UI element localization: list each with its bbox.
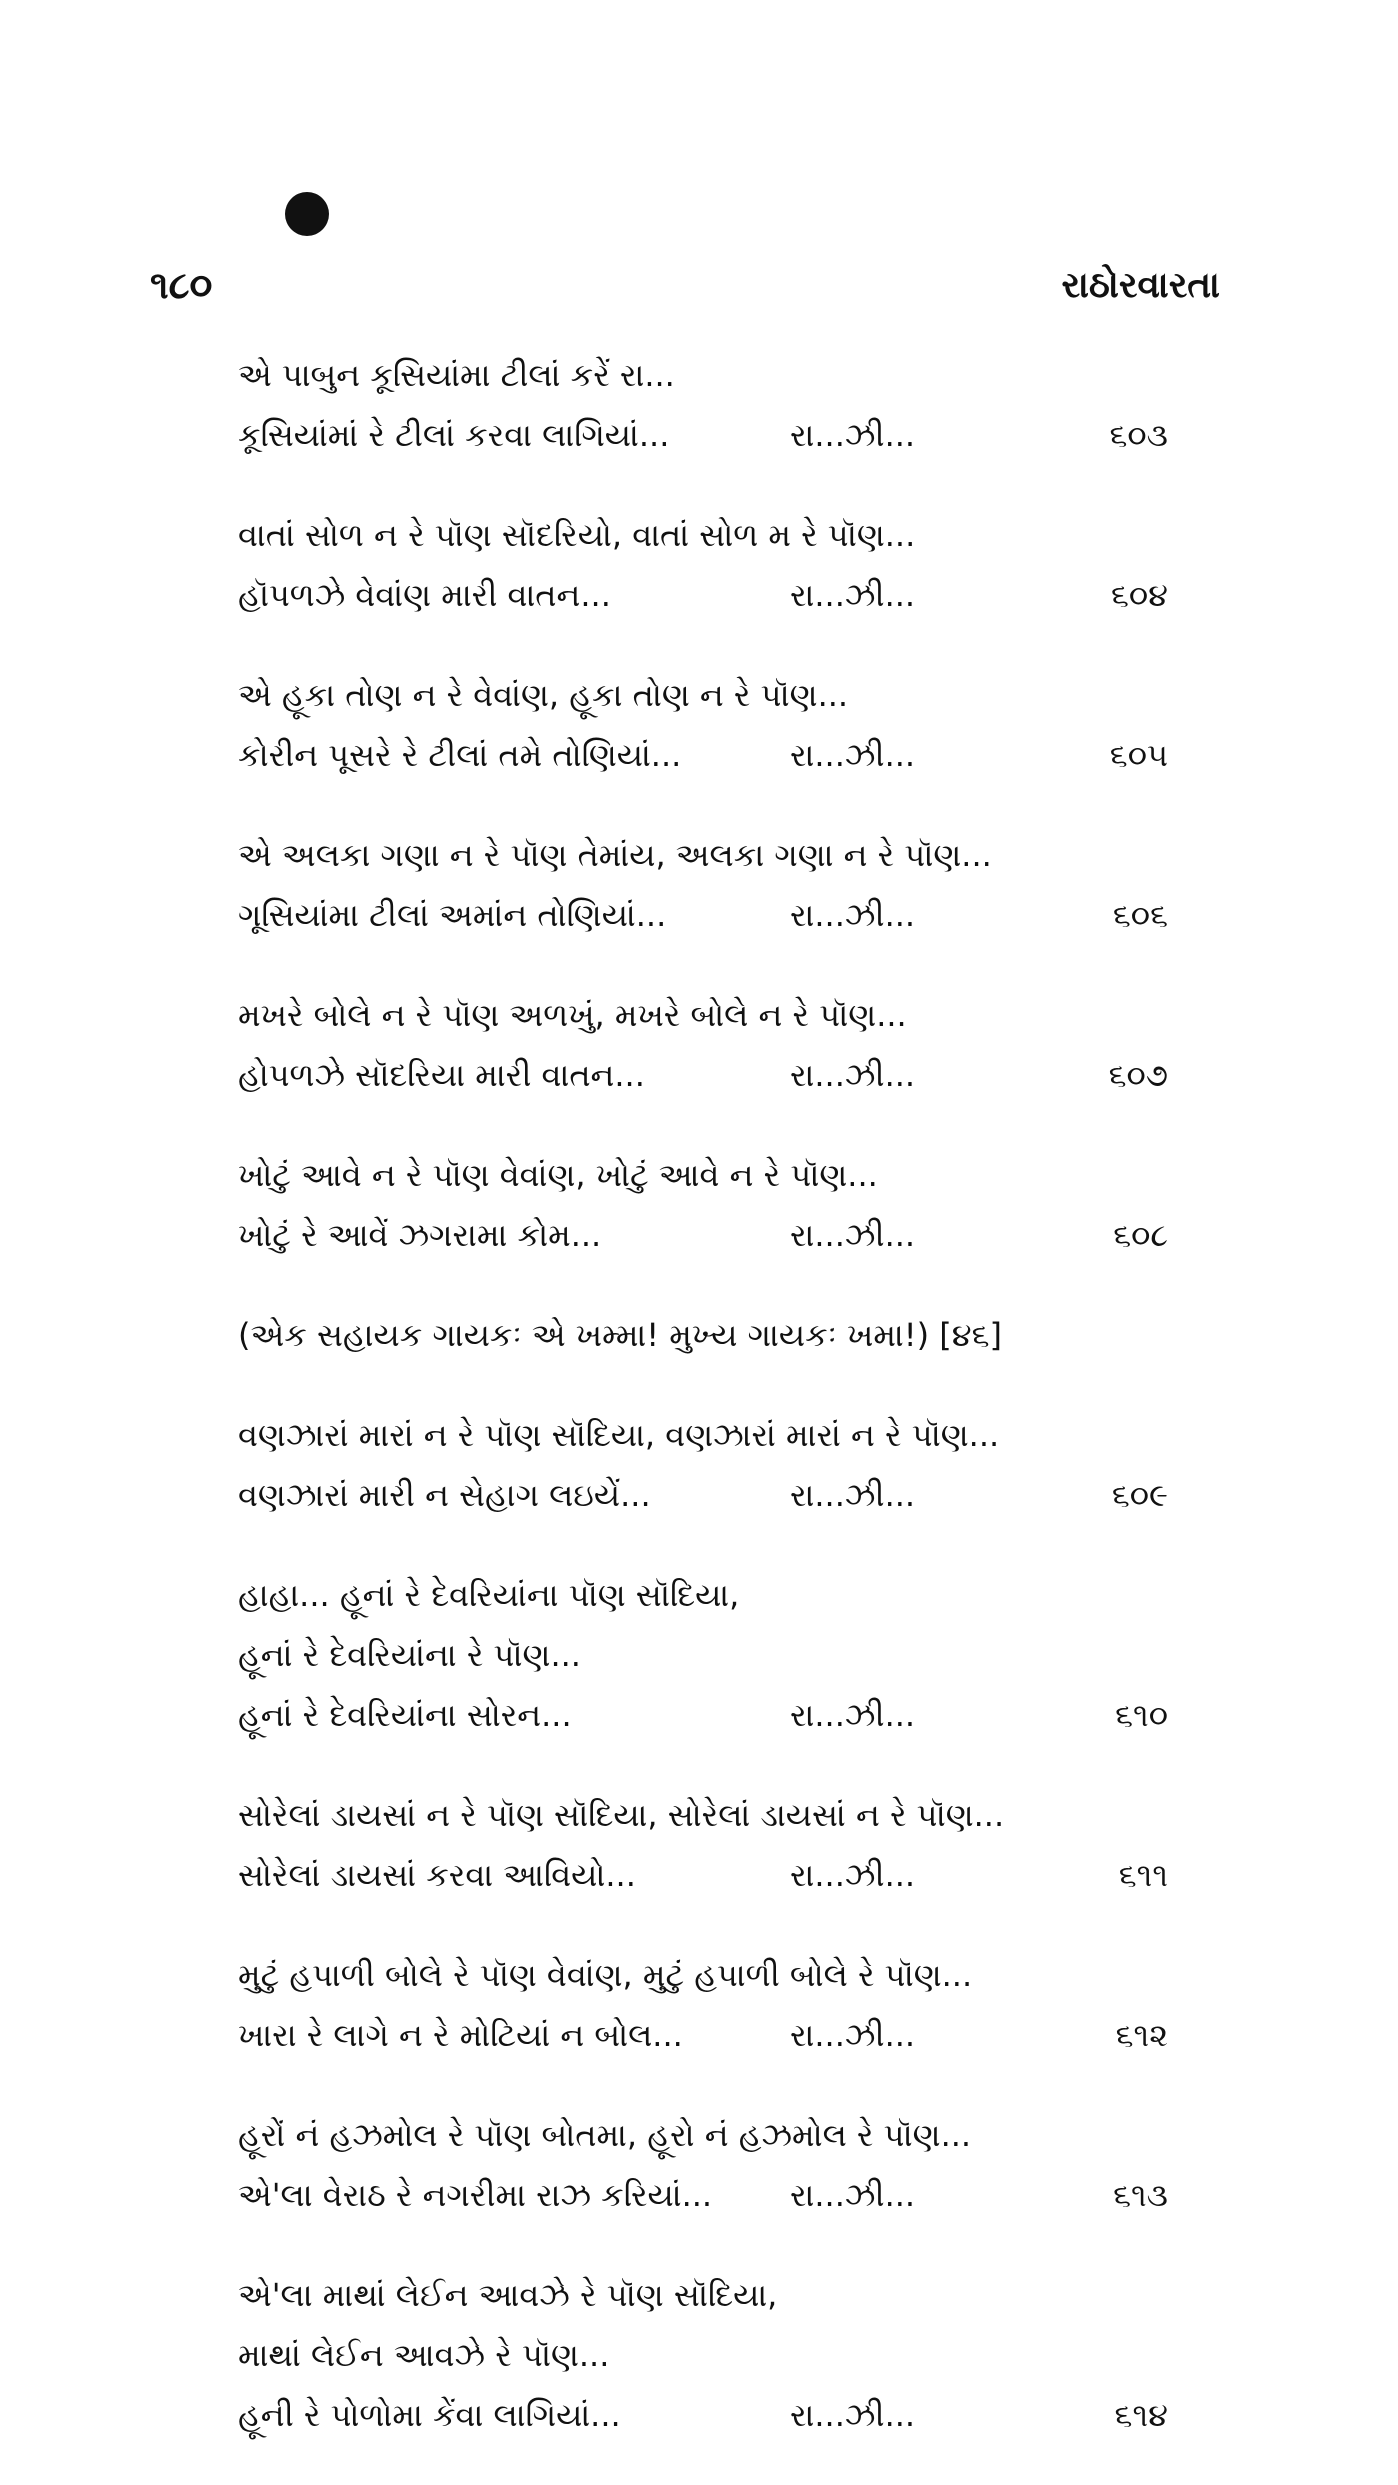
refrain: રા...ઝી... [790, 1696, 916, 1734]
stanza [238, 665, 1198, 785]
verse-line [238, 2385, 1198, 2445]
verse-line [238, 1405, 1198, 1465]
verse-text: હૂનાં રે દેવરિયાંના સોરન... [238, 1696, 572, 1734]
verse-text: મુટું હપાળી બોલે રે પૉણ વેવાંણ, મુટું હપાળી બોલે રે પૉણ... [238, 1956, 973, 1994]
refrain: રા...ઝી... [790, 2176, 916, 2214]
verse-text: સોરેલાં ડાયસાં ન રે પૉણ સૉદિયા, સોરેલાં ડાયસાં ન રે પૉણ... [238, 1796, 1005, 1834]
verse-text: વણઝારાં મારાં ન રે પૉણ સૉદિયા, વણઝારાં મારાં ન રે પૉણ... [238, 1416, 1000, 1454]
verse-text: એ પાબુન કૂસિયાંમા ટીલાં કરેં રા... [238, 356, 675, 394]
refrain: રા...ઝી... [790, 2396, 916, 2434]
verse-line [238, 2325, 1198, 2385]
verse-text: હૉપળઝે વેવાંણ મારી વાતન... [238, 576, 611, 614]
stanza [238, 345, 1198, 465]
verse-number: ૬૦૪ [1110, 576, 1168, 614]
refrain: રા...ઝી... [790, 1216, 916, 1254]
verse-text: હૂની રે પોળોમા કેંવા લાગિયાં... [238, 2396, 621, 2434]
stanza [238, 1565, 1198, 1745]
ink-dot [285, 192, 329, 236]
verse-line [238, 2005, 1198, 2065]
verse-line [238, 1685, 1198, 1745]
verse-text: એ અલકા ગણા ન રે પૉણ તેમાંય, અલકા ગણા ન રે પૉણ... [238, 836, 992, 874]
stanza [238, 1785, 1198, 1905]
stanza [238, 2265, 1198, 2445]
verse-line [238, 1145, 1198, 1205]
stanza [238, 985, 1198, 1105]
stanza [238, 825, 1198, 945]
refrain: રા...ઝી... [790, 576, 916, 614]
verse-text: હોપળઝે સૉદરિયા મારી વાતન... [238, 1056, 645, 1094]
stanza [238, 1945, 1198, 2065]
verse-text: હાહા... હૂનાં રે દેવરિયાંના પૉણ સૉદિયા, [238, 1576, 740, 1614]
verse-line [238, 1465, 1198, 1525]
verse-line [238, 1945, 1198, 2005]
verse-line [238, 1565, 1198, 1625]
verse-text: વાતાં સોળ ન રે પૉણ સૉદરિયો, વાતાં સોળ મ રે પૉણ... [238, 516, 916, 554]
verse-text: ખોટું આવે ન રે પૉણ વેવાંણ, ખોટું આવે ન રે પૉણ... [238, 1156, 878, 1194]
verse-text: ગૂસિયાંમા ટીલાં અમાંન તોણિયાં... [238, 896, 667, 934]
verse-number: ૬૦૭ [1108, 1056, 1168, 1094]
performance-note: (એક સહાયક ગાયકઃ એ ખમ્મા! મુખ્ય ગાયકઃ ખમા!) [૪૬] [238, 1316, 1002, 1354]
verse-line [238, 1625, 1198, 1685]
verse-text: ખારા રે લાગે ન રે મોટિયાં ન બોલ... [238, 2016, 683, 2054]
verse-line [238, 985, 1198, 1045]
verse-text: ખોટું રે આવેં ઝગરામા કોમ... [238, 1216, 602, 1254]
stanza [238, 1405, 1198, 1525]
page-number: ૧૮૦ [150, 263, 213, 307]
refrain: રા...ઝી... [790, 896, 916, 934]
verse-text: હૂરોં નં હઝમોલ રે પૉણ બોતમા, હૂરો નં હઝમોલ રે પૉણ... [238, 2116, 972, 2154]
verse-line [238, 885, 1198, 945]
verse-text: કોરીન પૂસરે રે ટીલાં તમે તોણિયાં... [238, 736, 682, 774]
verse-text: એ'લા માથાં લેઈન આવઝે રે પૉણ સૉદિયા, [238, 2276, 778, 2314]
refrain: રા...ઝી... [790, 1056, 916, 1094]
refrain: રા...ઝી... [790, 1856, 916, 1894]
verse-text: એ હૂકા તોણ ન રે વેવાંણ, હૂકા તોણ ન રે પૉણ... [238, 676, 849, 714]
verse-line [238, 345, 1198, 405]
refrain: રા...ઝી... [790, 736, 916, 774]
verse-line [238, 565, 1198, 625]
refrain: રા...ઝી... [790, 416, 916, 454]
verse-text: કૂસિયાંમાં રે ટીલાં કરવા લાગિયાં... [238, 416, 670, 454]
verse-body [238, 345, 1198, 2485]
verse-line [238, 405, 1198, 465]
stanza [238, 505, 1198, 625]
verse-line [238, 1785, 1198, 1845]
verse-number: ૬૦૫ [1109, 736, 1168, 774]
running-head: રાઠોરવારતા [1061, 265, 1220, 306]
verse-number: ૬૧૨ [1115, 2016, 1168, 2054]
verse-number: ૬૧૦ [1115, 1696, 1168, 1734]
verse-text: મખરે બોલે ન રે પૉણ અળખું, મખરે બોલે ન રે પૉણ... [238, 996, 907, 1034]
verse-text: વણઝારાં મારી ન સેહાગ લઇયેં... [238, 1476, 651, 1514]
verse-line [238, 2165, 1198, 2225]
verse-text: સોરેલાં ડાયસાં કરવા આવિયો... [238, 1856, 636, 1894]
verse-text: માથાં લેઈન આવઝે રે પૉણ... [238, 2336, 610, 2374]
verse-number: ૬૦૬ [1112, 896, 1168, 934]
verse-number: ૬૧૩ [1113, 2176, 1168, 2214]
verse-line [238, 1045, 1198, 1105]
verse-number: ૬૦૮ [1113, 1216, 1168, 1254]
verse-text: એ'લા વેરાઠ રે નગરીમા રાઝ કરિયાં... [238, 2176, 713, 2214]
verse-line [238, 2265, 1198, 2325]
verse-number: ૬૧૪ [1114, 2396, 1168, 2434]
verse-line [238, 825, 1198, 885]
refrain: રા...ઝી... [790, 2016, 916, 2054]
verse-number: ૬૦૯ [1111, 1476, 1168, 1514]
verse-line [238, 1205, 1198, 1265]
stanza [238, 1145, 1198, 1265]
verse-number: ૬૧૧ [1118, 1856, 1168, 1894]
verse-number: ૬૦૩ [1109, 416, 1168, 454]
verse-line [238, 2105, 1198, 2165]
refrain: રા...ઝી... [790, 1476, 916, 1514]
verse-line [238, 725, 1198, 785]
verse-line [238, 1845, 1198, 1905]
stanza [238, 2105, 1198, 2225]
verse-line [238, 665, 1198, 725]
verse-line [238, 505, 1198, 565]
verse-text: હૂનાં રે દેવરિયાંના રે પૉણ... [238, 1636, 581, 1674]
